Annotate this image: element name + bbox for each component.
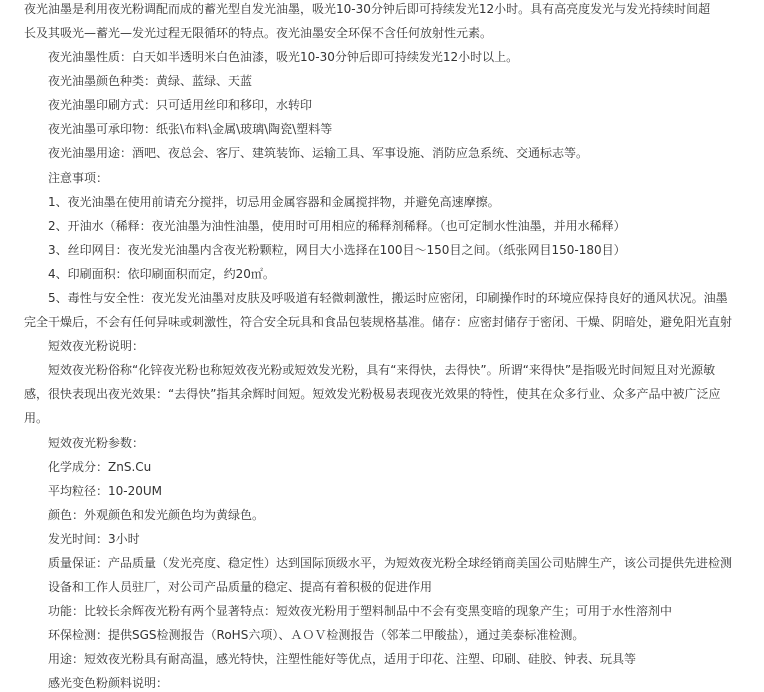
text-line: 3、丝印网目：夜光发光油墨内含夜光粉颗粒，网目大小选择在100目～150目之间。（纸张网目150-180目） <box>48 243 626 257</box>
text-line: 5、毒性与安全性：夜光发光油墨对皮肤及呼吸道有轻微刺激性，搬运时应密闭，印刷操作时的环境应保持良好的通风状况。油墨 <box>48 291 728 305</box>
text-line: 2、开油水（稀释：夜光油墨为油性油墨，使用时可用相应的稀释剂稀释。（也可定制水性油墨，并用水稀释） <box>48 219 626 233</box>
text-line: 夜光油墨可承印物：纸张\布料\金属\玻璃\陶瓷\塑料等 <box>48 122 333 136</box>
text-line: 夜光油墨用途：酒吧、夜总会、客厅、建筑装饰、运输工具、军事设施、消防应急系统、交通标志等。 <box>48 146 589 160</box>
text-line: 夜光油墨颜色种类：黄绿、蓝绿、天蓝 <box>48 74 253 88</box>
text-line: 颜色：外观颜色和发光颜色均为黄绿色。 <box>48 508 265 522</box>
text-line: 长及其吸光—蓄光—发光过程无限循环的特点。夜光油墨安全环保不含任何放射性元素。 <box>24 26 493 40</box>
text-line: 环保检测：提供SGS检测报告（RoHS六项）、ＡＯＶ检测报告（邻苯二甲酸盐），通过美泰标准检测。 <box>48 628 585 642</box>
text-line: 完全干燥后，不会有任何异味或刺激性，符合安全玩具和食品包装规格基准。储存：应密封储存于密闭、干燥、阴暗处，避免阳光直射 <box>24 315 733 329</box>
text-line: 平均粒径：10-20UM <box>48 484 163 498</box>
text-line: 夜光油墨印刷方式：只可适用丝印和移印，水转印 <box>48 98 313 112</box>
text-line: 发光时间：3小时 <box>48 532 140 546</box>
text-line: 设备和工作人员驻厂，对公司产品质量的稳定、提高有着积极的促进作用 <box>48 580 433 594</box>
text-line: 短效夜光粉俗称“化锌夜光粉也称短效夜光粉或短效发光粉，具有“来得快，去得快”。所谓“来得快”是指吸光时间短且对光源敏 <box>48 363 716 377</box>
text-line: 1、夜光油墨在使用前请充分搅拌，切忌用金属容器和金属搅拌物，并避免高速摩擦。 <box>48 195 500 209</box>
text-line: 用途：短效夜光粉具有耐高温，感光特快，注塑性能好等优点，适用于印花、注塑、印刷、硅胶、钟表、玩具等 <box>48 652 637 666</box>
text-line: 感，很快表现出夜光效果：“去得快”指其余辉时间短。短效发光粉极易表现夜光效果的特性，使其在众多行业、众多产品中被广泛应 <box>24 387 721 401</box>
section-heading: 短效夜光粉参数： <box>48 436 145 450</box>
section-heading: 感光变色粉颜料说明： <box>48 676 169 690</box>
text-line: 用。 <box>24 411 49 425</box>
text-line: 化学成分：ZnS.Cu <box>48 460 152 474</box>
text-line: 功能：比较长余辉夜光粉有两个显著特点：短效夜光粉用于塑料制品中不会有变黑变暗的现象产生；可用于水性溶剂中 <box>48 604 673 618</box>
text-line: 质量保证：产品质量（发光亮度、稳定性）达到国际顶级水平，为短效夜光粉全球经销商美国公司贴牌生产，该公司提供先进检测 <box>48 556 733 570</box>
section-heading: 注意事项： <box>48 171 109 185</box>
section-heading: 短效夜光粉说明： <box>48 339 145 353</box>
text-line: 夜光油墨性质：白天如半透明米白色油漆，吸光10-30分钟后即可持续发光12小时以上。 <box>48 50 519 64</box>
text-line: 4、印刷面积：依印刷面积而定，约20㎡。 <box>48 267 275 281</box>
text-line: 夜光油墨是利用夜光粉调配而成的蓄光型自发光油墨，吸光10-30分钟后即可持续发光12小时。具有高亮度发光与发光持续时间超 <box>24 2 711 16</box>
